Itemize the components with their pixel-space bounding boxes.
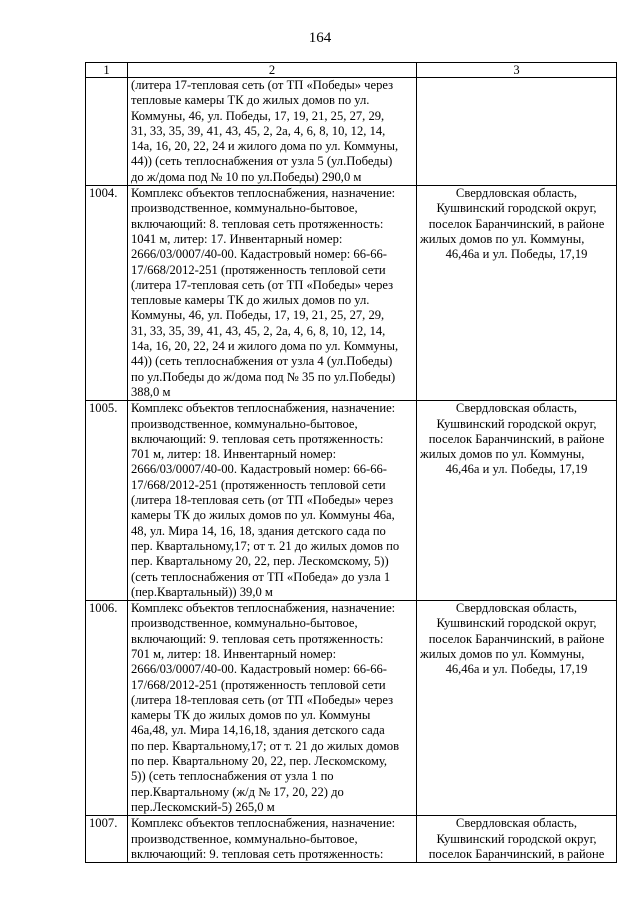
description-line: 17/668/2012-251 (протяженность тепловой сети <box>131 262 386 277</box>
address-line: поселок Баранчинский, в районе <box>428 631 605 646</box>
address-line: 46,46а и ул. Победы, 17,19 <box>445 662 588 677</box>
table-row <box>86 816 617 863</box>
address-line: Свердловская область, <box>455 401 578 416</box>
description-line: Комплекс объектов теплоснабжения, назначение: <box>131 816 396 831</box>
description-line: 17/668/2012-251 (протяженность тепловой сети <box>131 477 386 492</box>
object-description <box>128 601 417 816</box>
object-description <box>128 186 417 401</box>
address-line: жилых домов по ул. Коммуны, <box>420 447 585 462</box>
description-line: 2666/03/0007/40-00. Кадастровый номер: 66-66- <box>131 462 387 477</box>
description-line: (пер.Квартальный)) 39,0 м <box>131 584 273 599</box>
address-line: Кушвинский городской округ, <box>436 201 597 216</box>
description-line: включающий: 9. тепловая сеть протяженность: <box>131 431 384 446</box>
description-line: включающий: 9. тепловая сеть протяженность: <box>131 846 384 861</box>
description-line: 31, 33, 35, 39, 41, 43, 45, 2, 2а, 4, 6, 8, 10, 12, 14, <box>131 123 386 138</box>
description-line: Комплекс объектов теплоснабжения, назначение: <box>131 186 396 201</box>
description-line: камеры ТК до жилых домов по ул. Коммуны <box>131 708 371 723</box>
object-address <box>417 816 617 863</box>
object-address <box>417 401 617 601</box>
description-line: камеры ТК до жилых домов по ул. Коммуны 46а, <box>131 508 395 523</box>
description-line: производственное, коммунально-бытовое, <box>131 616 358 631</box>
page-number: 164 <box>308 30 332 46</box>
description-line: 14а, 16, 20, 22, 24 и жилого дома по ул. Коммуны, <box>131 339 399 354</box>
address-line: поселок Баранчинский, в районе <box>428 216 605 231</box>
description-line: 2666/03/0007/40-00. Кадастровый номер: 66-66- <box>131 662 387 677</box>
description-line: Комплекс объектов теплоснабжения, назначение: <box>131 401 396 416</box>
table-row <box>86 601 617 816</box>
description-line: (литера 18-тепловая сеть (от ТП «Победы» через <box>131 493 394 508</box>
description-line: включающий: 8. тепловая сеть протяженность: <box>131 216 384 231</box>
address-line: Свердловская область, <box>455 816 578 831</box>
description-line: 17/668/2012-251 (протяженность тепловой сети <box>131 677 386 692</box>
description-line: по пер. Квартальному,17; от т. 21 до жилых домов <box>131 738 400 753</box>
object-description <box>128 78 417 186</box>
description-line: производственное, коммунально-бытовое, <box>131 831 358 846</box>
row-number: 1004. <box>86 186 128 401</box>
description-line: 5)) (сеть теплоснабжения от узла 1 по <box>131 769 334 784</box>
description-line: 701 м, литер: 18. Инвентарный номер: <box>131 646 337 661</box>
address-line: Кушвинский городской округ, <box>436 416 597 431</box>
row-number: 1006. <box>86 601 128 816</box>
description-line: 44)) (сеть теплоснабжения от узла 4 (ул.Победы) <box>131 354 393 369</box>
description-line: (литера 17-тепловая сеть (от ТП «Победы» через <box>131 78 394 92</box>
row-number: 1005. <box>86 401 128 601</box>
object-address <box>417 186 617 401</box>
address-line: поселок Баранчинский, в районе <box>428 431 605 446</box>
row-number <box>86 78 128 186</box>
registry-table <box>85 62 617 863</box>
address-line: Свердловская область, <box>455 186 578 201</box>
description-line: 2666/03/0007/40-00. Кадастровый номер: 66-66- <box>131 247 387 262</box>
object-address <box>417 78 617 186</box>
description-line: пер.Квартальному (ж/д № 17, 20, 22) до <box>131 784 344 799</box>
description-line: 31, 33, 35, 39, 41, 43, 45, 2, 2а, 4, 6, 8, 10, 12, 14, <box>131 323 386 338</box>
description-line: производственное, коммунально-бытовое, <box>131 201 358 216</box>
address-line: Кушвинский городской округ, <box>436 831 597 846</box>
description-line: 1041 м, литер: 17. Инвентарный номер: <box>131 231 343 246</box>
description-line: включающий: 9. тепловая сеть протяженность: <box>131 631 384 646</box>
object-description <box>128 816 417 863</box>
description-line: пер. Квартальному 20, 22, пер. Лескомскому, 5)) <box>131 554 389 569</box>
header-col-3: 3 <box>417 63 617 78</box>
object-description <box>128 401 417 601</box>
address-line: 46,46а и ул. Победы, 17,19 <box>445 462 588 477</box>
description-line: тепловые камеры ТК до жилых домов по ул. <box>131 93 370 108</box>
description-line: 701 м, литер: 18. Инвентарный номер: <box>131 447 337 462</box>
row-number: 1007. <box>86 816 128 863</box>
description-line: пер. Квартальному,17; от т. 21 до жилых домов по <box>131 538 400 553</box>
address-line: 46,46а и ул. Победы, 17,19 <box>445 247 588 262</box>
address-line: жилых домов по ул. Коммуны, <box>420 646 585 661</box>
description-line: (литера 17-тепловая сеть (от ТП «Победы» через <box>131 277 394 292</box>
address-line: Свердловская область, <box>455 601 578 616</box>
description-line: по пер. Квартальному 20, 22, пер. Лескомскому, <box>131 754 388 769</box>
address-line: жилых домов по ул. Коммуны, <box>420 231 585 246</box>
table-row <box>86 401 617 601</box>
description-line: 14а, 16, 20, 22, 24 и жилого дома по ул. Коммуны, <box>131 139 399 154</box>
description-line: 48, ул. Мира 14, 16, 18, здания детского сада по <box>131 523 386 538</box>
description-line: пер.Лескомский-5) 265,0 м <box>131 799 275 814</box>
table-row <box>86 78 617 186</box>
address-line: Кушвинский городской округ, <box>436 616 597 631</box>
description-line: 44)) (сеть теплоснабжения от узла 5 (ул.Победы) <box>131 154 393 169</box>
header-row <box>86 63 617 78</box>
address-line: поселок Баранчинский, в районе <box>428 846 605 861</box>
description-line: (литера 18-тепловая сеть (от ТП «Победы» через <box>131 692 394 707</box>
header-col-1: 1 <box>86 63 128 78</box>
description-line: Коммуны, 46, ул. Победы, 17, 19, 21, 25, 27, 29, <box>131 108 385 123</box>
table-body <box>86 78 617 863</box>
description-line: (сеть теплоснабжения от ТП «Победа» до узла 1 <box>131 569 391 584</box>
description-line: по ул.Победы до ж/дома под № 35 по ул.Победы) <box>131 369 396 384</box>
table-row <box>86 186 617 401</box>
description-line: 388,0 м <box>131 384 171 399</box>
description-line: тепловые камеры ТК до жилых домов по ул. <box>131 293 370 308</box>
description-line: Коммуны, 46, ул. Победы, 17, 19, 21, 25, 27, 29, <box>131 308 385 323</box>
description-line: до ж/дома под № 10 по ул.Победы) 290,0 м <box>131 169 362 184</box>
description-line: 46а,48, ул. Мира 14,16,18, здания детского сада <box>131 723 385 738</box>
object-address <box>417 601 617 816</box>
description-line: производственное, коммунально-бытовое, <box>131 416 358 431</box>
description-line: Комплекс объектов теплоснабжения, назначение: <box>131 601 396 616</box>
header-col-2: 2 <box>128 63 417 78</box>
